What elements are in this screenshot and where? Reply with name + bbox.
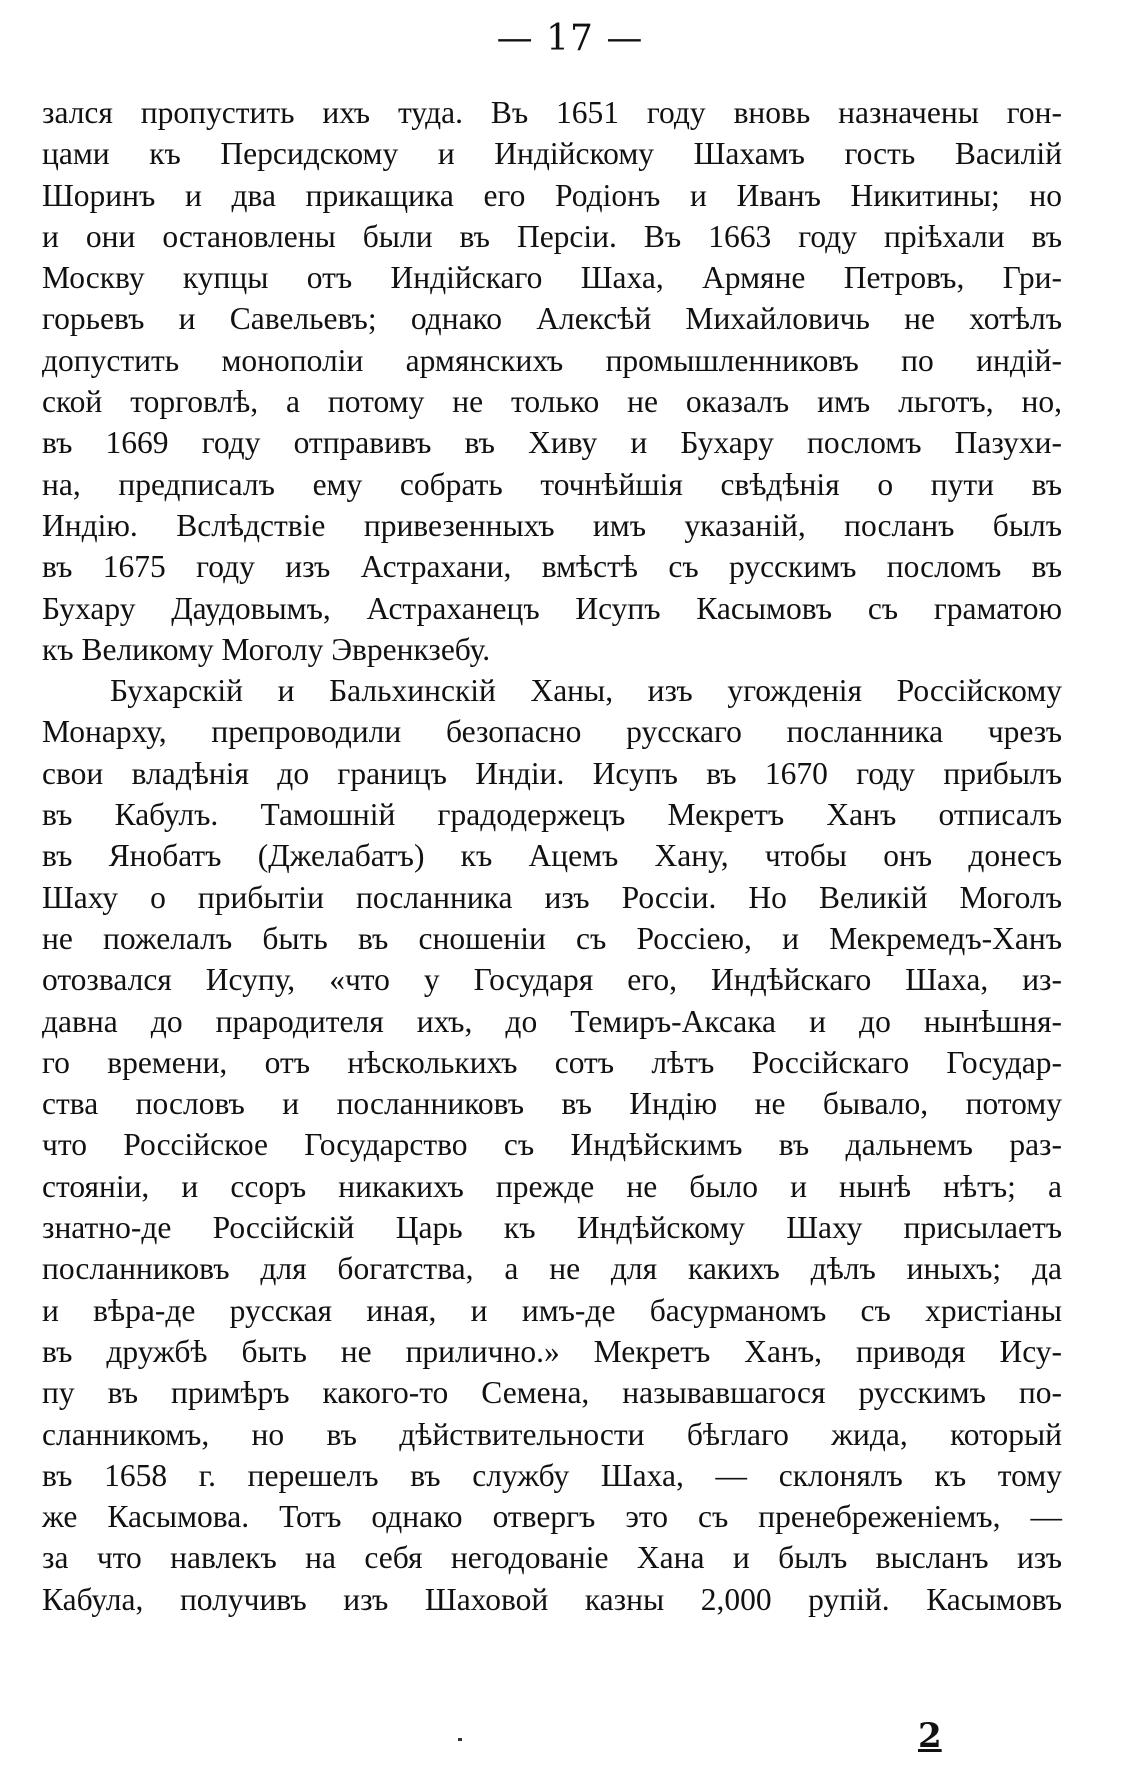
text-line: Москву купцы отъ Индійскаго Шаха, Армяне Петровъ, Гри- (42, 260, 1062, 296)
text-line: Бухарскій и Бальхинскій Ханы, изъ угожденія Россійскому (110, 673, 1062, 709)
text-line: къ Великому Моголу Эвренкзебу. (42, 631, 491, 667)
text-line: свои владѣнія до границъ Индіи. Исупъ въ 1670 году прибылъ (42, 755, 1062, 791)
text-line: посланниковъ для богатства, а не для какихъ дѣлъ иныхъ; да (42, 1251, 1062, 1287)
paragraph (42, 92, 1062, 670)
text-line: сланникомъ, но въ дѣйствительности бѣглаго жида, который (42, 1416, 1062, 1452)
text-line: ской торговлѣ, а потому не только не оказалъ имъ льготъ, но, (42, 384, 1062, 420)
text-line: стояніи, и ссоръ никакихъ прежде не было и нынѣ нѣтъ; а (42, 1168, 1062, 1204)
text-line: Бухару Даудовымъ, Астраханецъ Исупъ Касымовъ съ граматою (42, 590, 1062, 626)
text-line: что Россійское Государство съ Индѣйскимъ въ дальнемъ раз- (42, 1127, 1062, 1163)
text-line: Кабула, получивъ изъ Шаховой казны 2,000 рупій. Касымовъ (42, 1581, 1062, 1617)
text-line: отозвался Исупу, «что у Государя его, Индѣйскаго Шаха, из- (42, 962, 1062, 998)
text-line: цами къ Персидскому и Индійскому Шахамъ гость Василій (42, 136, 1062, 172)
text-line: Индію. Вслѣдствіе привезенныхъ имъ указаній, посланъ былъ (42, 507, 1062, 543)
text-line: Шаху о прибытіи посланника изъ Россіи. Но Великій Моголъ (42, 879, 1062, 915)
text-line: не пожелалъ быть въ сношеніи съ Россіею, и Мекремедъ-Ханъ (42, 920, 1062, 956)
text-line: Монарху, препроводили безопасно русскаго посланника чрезъ (42, 714, 1062, 750)
signature-mark: 2 (918, 1716, 942, 1756)
text-line: въ 1669 году отправивъ въ Хиву и Бухару посломъ Пазухи- (42, 425, 1062, 461)
text-line: въ 1658 г. перешелъ въ службу Шаха, — склонялъ къ тому (42, 1457, 1062, 1493)
text-line: въ дружбѣ быть не прилично.» Мекретъ Ханъ, приводя Ису- (42, 1333, 1062, 1369)
ink-speck (458, 1738, 462, 1741)
text-line: же Касымова. Тотъ однако отвергъ это съ пренебреженіемъ, — (42, 1499, 1062, 1535)
text-line: Шоринъ и два прикащика его Родіонъ и Иванъ Никитины; но (42, 177, 1062, 213)
text-line: горьевъ и Савельевъ; однако Алексѣй Михайловичь не хотѣлъ (42, 301, 1062, 337)
text-line: за что навлекъ на себя негодованіе Хана и былъ высланъ изъ (42, 1540, 1062, 1576)
text-line: на, предписалъ ему собрать точнѣйшія свѣдѣнія о пути въ (42, 466, 1062, 502)
text-line: го времени, отъ нѣсколькихъ сотъ лѣтъ Россійскаго Государ- (42, 1044, 1062, 1080)
text-line: ства пословъ и посланниковъ въ Индію не бывало, потому (42, 1086, 1062, 1122)
body-text (42, 92, 1062, 1620)
paragraph (42, 670, 1062, 1620)
text-line: допустить монополіи армянскихъ промышленниковъ по индій- (42, 342, 1062, 378)
text-line: зался пропустить ихъ туда. Въ 1651 году вновь назначены гон- (42, 95, 1062, 130)
text-line: давна до прародителя ихъ, до Темиръ-Аксака и до нынѣшня- (42, 1003, 1062, 1039)
text-line: въ Кабулъ. Тамошній градодержецъ Мекретъ Ханъ отписалъ (42, 797, 1062, 833)
text-line: пу въ примѣръ какого-то Семена, называвшагося русскимъ по- (42, 1375, 1062, 1411)
text-line: въ Янобатъ (Джелабатъ) къ Ацемъ Хану, чтобы онъ донесъ (42, 838, 1062, 874)
text-line: и вѣра-де русская иная, и имъ-де басурманомъ съ христіаны (42, 1292, 1062, 1328)
text-line: въ 1675 году изъ Астрахани, вмѣстѣ съ русскимъ посломъ въ (42, 549, 1062, 585)
text-line: и они остановлены были въ Персіи. Въ 1663 году пріѣхали въ (42, 218, 1062, 254)
page-number: — 17 — (496, 18, 644, 59)
text-line: знатно-де Россійскій Царь къ Индѣйскому Шаху присылаетъ (42, 1210, 1062, 1246)
